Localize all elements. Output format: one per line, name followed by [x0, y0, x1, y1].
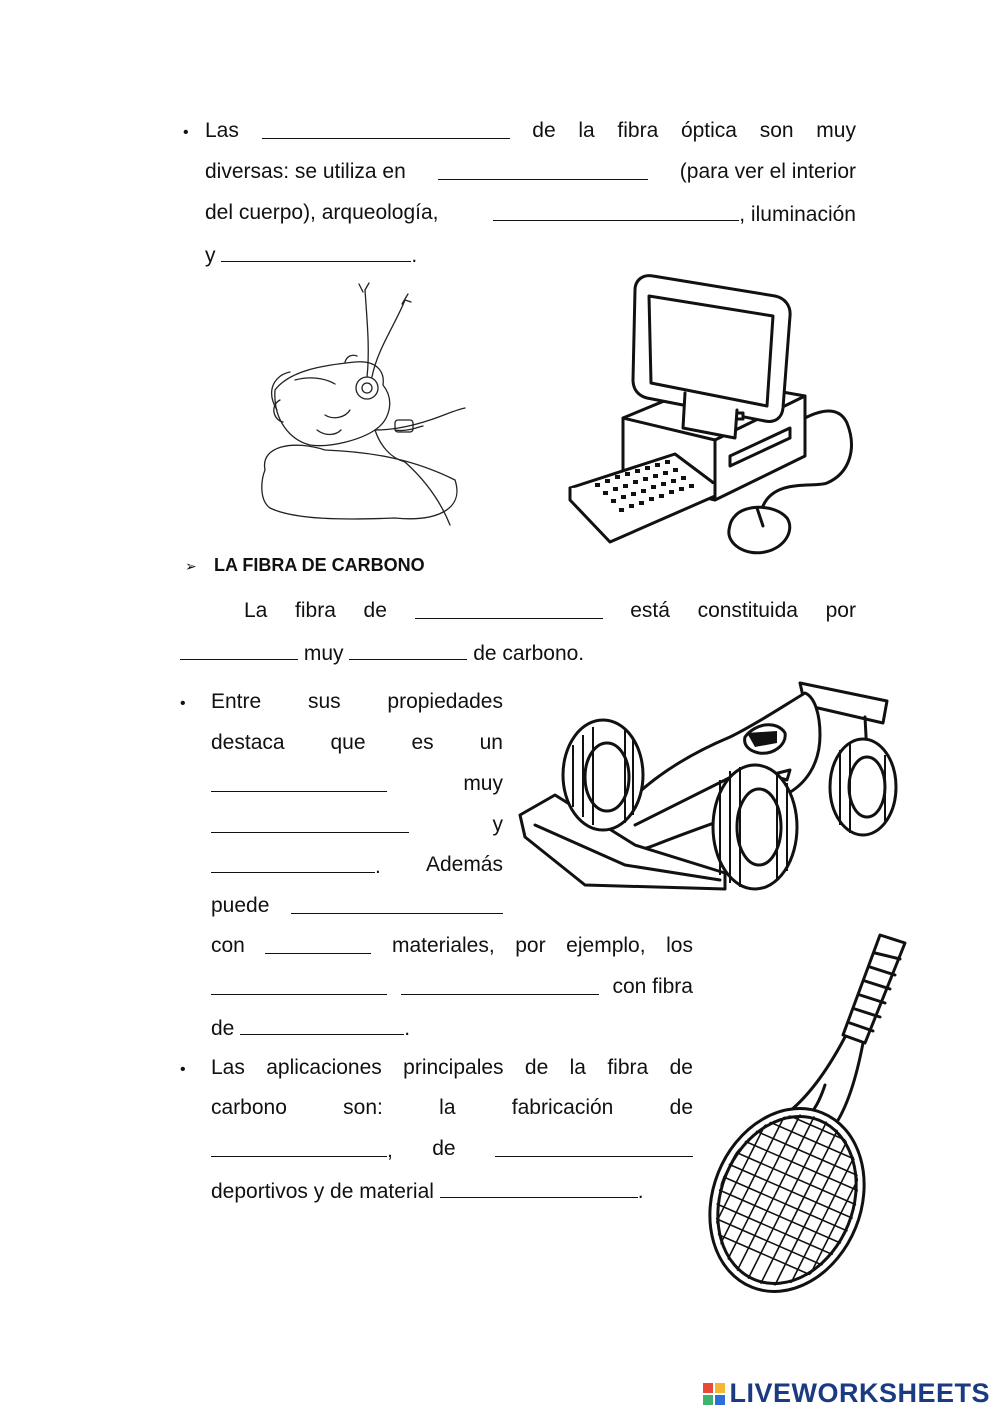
s3-line-3: muy: [211, 771, 503, 797]
blank-input[interactable]: [211, 852, 375, 873]
blank-input[interactable]: [291, 893, 503, 914]
s3-line-7: con materiales, por ejemplo, los: [211, 934, 693, 957]
s2-line-1: La fibra de está constituida por: [244, 599, 856, 622]
blank-input[interactable]: [211, 1136, 387, 1157]
blank-input[interactable]: [440, 1177, 638, 1198]
s1-line-3: del cuerpo), arqueología, , iluminación: [205, 201, 856, 226]
blank-input[interactable]: [240, 1014, 404, 1035]
s1-line-4: y .: [205, 241, 417, 269]
logo-tiles-icon: [703, 1383, 725, 1405]
s1-line-1: Las de la fibra óptica son muy: [205, 119, 856, 142]
s4-line-4: deportivos y de material .: [211, 1177, 644, 1205]
logo-text: LIVEWORKSHEETS: [729, 1378, 990, 1408]
computer-illustration: [565, 268, 860, 558]
arrow-bullet-icon: ➢: [185, 558, 197, 574]
s3-line-4: y: [211, 812, 503, 838]
tennis-racket-illustration: [705, 925, 920, 1295]
blank-input[interactable]: [265, 933, 371, 954]
s3-line-5: . Además: [211, 852, 503, 880]
blank-input[interactable]: [349, 639, 467, 660]
blank-input[interactable]: [401, 974, 599, 995]
s4-line-2: carbono son: la fabricación de: [211, 1096, 693, 1119]
s2-line-2: muy de carbono.: [180, 639, 584, 667]
bullet: •: [183, 124, 189, 141]
blank-input[interactable]: [211, 812, 409, 833]
bullet: •: [180, 695, 186, 712]
blank-input[interactable]: [493, 200, 739, 221]
section-heading: LA FIBRA DE CARBONO: [214, 555, 425, 575]
s4-line-1: Las aplicaciones principales de la fibra de: [211, 1056, 693, 1079]
s3-line-1: Entre sus propiedades: [211, 690, 503, 713]
blank-input[interactable]: [211, 974, 387, 995]
s4-line-3: , de: [211, 1136, 693, 1164]
blank-input[interactable]: [495, 1136, 693, 1157]
liveworksheets-logo: [703, 1378, 990, 1409]
race-car-illustration: [515, 675, 905, 910]
blank-input[interactable]: [262, 118, 510, 139]
s3-line-2: destaca que es un: [211, 731, 503, 754]
blank-input[interactable]: [415, 598, 603, 619]
blank-input[interactable]: [211, 771, 387, 792]
blank-input[interactable]: [221, 241, 411, 262]
blank-input[interactable]: [438, 159, 648, 180]
blank-input[interactable]: [180, 639, 298, 660]
s3-line-8: con fibra: [211, 974, 693, 1000]
s3-line-9: de .: [211, 1014, 410, 1042]
bullet: •: [180, 1061, 186, 1078]
s1-line-2: diversas: se utiliza en (para ver el interior: [205, 160, 856, 183]
s3-line-6: puede: [211, 893, 503, 919]
endoscopy-patient-illustration: [255, 280, 470, 530]
